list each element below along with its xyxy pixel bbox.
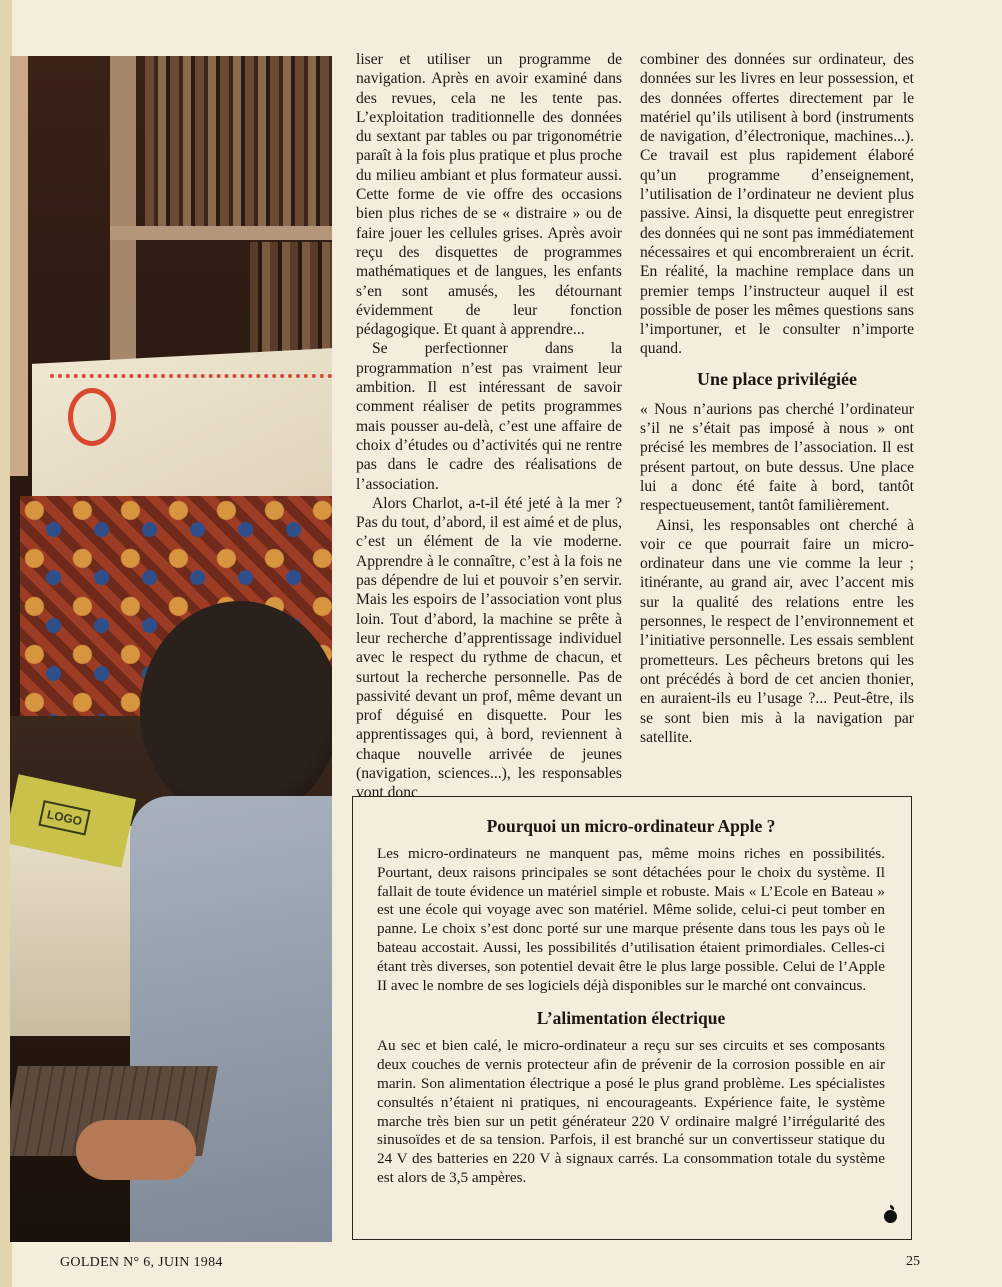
issue-footer: GOLDEN N° 6, JUIN 1984	[60, 1255, 223, 1270]
col1-paragraph-1: liser et utiliser un programme de navigation. Après en avoir examiné dans des revues, cela ne les tente pas. L’exploitation traditionnelle des données du sextant par tables ou par trigonométrie paraît à la fois plus pratique et plus proche du milieu ambiant et plus formateur aussi. Cette forme de vie offre des occasions bien plus riches de se « distraire » ou de faire jouer les cellules grises. Après avoir reçu des disquettes de programmes mathématiques et de langues, les enfants s’en sont amusés, les détournant évidemment de leur fonction pédagogique. Et quant à apprendre...	[356, 51, 622, 339]
photo-shelf	[110, 226, 332, 240]
photo-rope-knot	[68, 388, 116, 446]
col1-paragraph-3: Alors Charlot, a-t-il été jeté à la mer ? Pas du tout, d’abord, il est aimé et de plus, c’est un élément de la vie moderne. Apprendre à le connaître, c’est à la fois ne pas dépendre de lui et pouvoir s’en servir. Mais les espoirs de l’association vont plus loin. Tout d’abord, la machine se prête à leur recherche d’apprentissage individuel avec le respect du rythme de chacun, et surtout la recherche personnelle. Pas de passivité devant un prof, même devant un prof déguisé en disquette. Pour les apprentissages qui, à bord, reviennent à chaque nouvelle arrivée de jeunes (navigation, sciences...), les responsables vont donc	[356, 494, 622, 802]
article-column-2	[640, 50, 914, 747]
photo-child-hand	[76, 1120, 196, 1180]
photo-bookshelf-lower	[250, 242, 332, 352]
photo-child-head	[140, 601, 332, 821]
photo-wood-frame	[10, 56, 28, 476]
photo-child-at-computer	[10, 56, 332, 1242]
photo-rope	[50, 374, 332, 388]
photo-bookshelf	[145, 56, 332, 226]
apple-logo-icon	[884, 1210, 897, 1223]
article-column-1	[356, 50, 622, 803]
box-heading-power: L’alimentation électrique	[536, 1008, 726, 1029]
box-heading-apple: Pourquoi un micro-ordinateur Apple ?	[486, 816, 776, 836]
col2-paragraph-1: « Nous n’aurions pas cherché l’ordinateur s’il ne s’était pas imposé à nous » ont précisé les membres de l’association. Il est présent partout, on bute dessus. Une place lui a donc été faite à bord, tantôt respectueusement, tantôt familièrement.	[640, 400, 914, 515]
photo-logo-book-label: LOGO	[38, 800, 90, 835]
box-text-power: Au sec et bien calé, le micro-ordinateur a reçu sur ses circuits et ses composants deux couches de vernis protecteur afin de prévenir de la corrosion possible en air marin. Son alimentation électrique a posé le plus grand problème. Les spécialistes consultés n’étaient ni pratiques, ni encourageants. Expérience faite, le système marche très bien sur un petit générateur 220 V ordinaire malgré l’irrégularité des sinusoïdes et de sa tension. Parfois, il est branché sur un convertisseur statique du 24 V des batteries en 220 V à signaux carrés. La consommation totale du système est alors de 3,5 ampères.	[377, 1037, 885, 1186]
sidebar-box	[352, 796, 912, 1240]
col2-paragraph-2: Ainsi, les responsables ont cherché à voir ce que pourrait faire un micro-ordinateur dans une vie comme la leur ; itinérante, au grand air, avec l’accent mis sur la qualité des relations entre les personnes, le respect de l’environnement et l’initiative personnelle. Les essais semblent prometteurs. Les pêcheurs bretons qui les ont précédés à bord de cet ancien thonier, en auraient-ils eu l’usage ?... Peut-être, ils se sont bien mis à la navigation par satellite.	[640, 516, 914, 746]
box-text-apple: Les micro-ordinateurs ne manquent pas, même moins riches en possibilités. Pourtant, deux raisons principales se sont détachées pour le choix du système. Il fallait de toute évidence un matériel simple et robuste. Mais « L’Ecole en Bateau » est une école qui voyage avec son matériel. Même solide, celui-ci peut tomber en panne. Le choix s’est donc porté sur une marque présente dans tous les pays où le bateau accostait. Aussi, les possibilités d’utilisation étaient primordiales. Celles-ci étant très diverses, son potentiel devait être le plus large possible. Celui de l’Apple II avec le nombre de ses logiciels déjà disponibles sur le marché ont convaincus.	[377, 845, 885, 994]
page-number: 25	[906, 1254, 920, 1269]
photo-shelf-post	[110, 56, 136, 386]
section-subheading: Une place privilégiée	[697, 368, 857, 389]
col1-paragraph-2: Se perfectionner dans la programmation n’est pas vraiment leur ambition. Il est intéressant de savoir comment réaliser de petits programmes mais pousser au-delà, c’est une affaire de choix d’études ou d’activités qui ne rentre pas dans le cadre des réalisations de l’association.	[356, 340, 622, 493]
col2-paragraph-top: combiner des données sur ordinateur, des données sur les livres en leur possession, et des données offertes directement par le matériel qu’ils utilisent à bord (instruments de navigation, d’électronique, machines...). Ce travail est plus rapidement élaboré qu’un programme d’enseignement, l’utilisation de l’ordinateur ne devient plus passive. Ainsi, la disquette peut enregistrer des données qui ne sont pas immédiatement nécessaires et qui encombreraient un écrit. En réalité, la machine remplace dans un premier temps l’instructeur auquel il est possible de poser les mêmes questions sans l’importuner, et le consulter n’importe quand.	[640, 51, 914, 358]
